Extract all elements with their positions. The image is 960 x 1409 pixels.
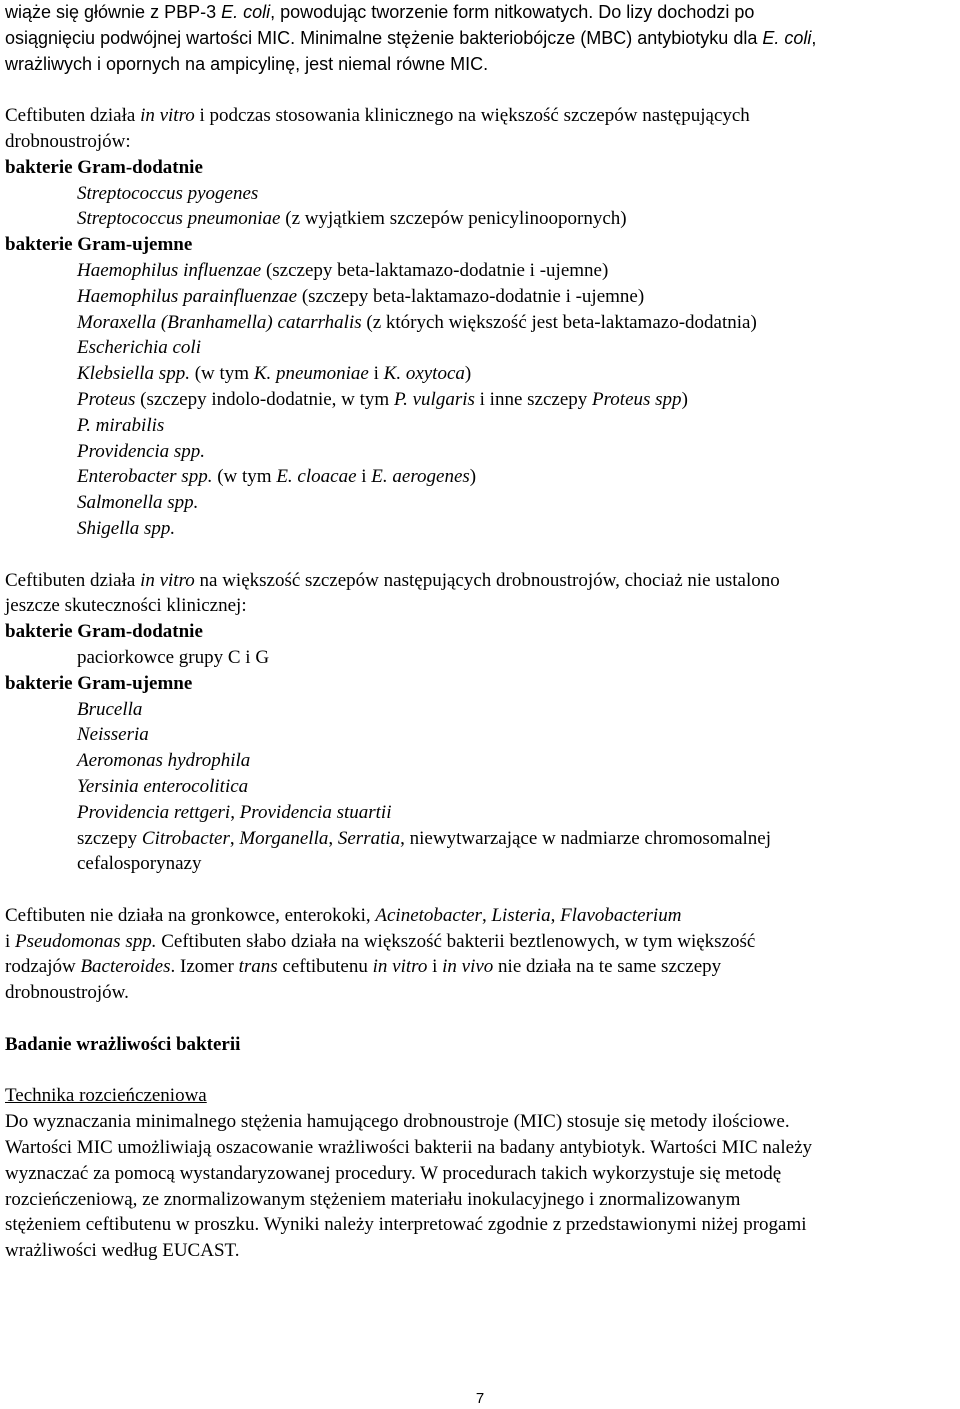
intro-line: wrażliwych i opornych na ampicylinę, jest niemal równe MIC. bbox=[5, 53, 489, 74]
organism-item: Enterobacter spp. (w tym E. cloacae i E. aerogenes) bbox=[77, 466, 477, 488]
organism-item: Providencia spp. bbox=[77, 440, 206, 462]
paragraph-line: rozcieńczeniową, ze znormalizowanym stężeniem materiału inokulacyjnego i znormalizowanym bbox=[5, 1188, 741, 1210]
paragraph-line: i Pseudomonas spp. Ceftibuten słabo działa na większość bakterii beztlenowych, w tym większość bbox=[5, 930, 756, 952]
paragraph-line: drobnoustrojów: bbox=[5, 130, 131, 152]
paragraph-line: drobnoustrojów. bbox=[5, 982, 129, 1004]
document-page bbox=[5, 0, 955, 1264]
organism-item: cefalosporynazy bbox=[77, 853, 202, 875]
organism-item: Shigella spp. bbox=[77, 517, 176, 539]
group-heading: bakterie Gram-ujemne bbox=[5, 672, 193, 694]
group-heading: bakterie Gram-dodatnie bbox=[5, 156, 203, 178]
organism-item: Streptococcus pyogenes bbox=[77, 182, 259, 204]
paragraph-line: stężeniem ceftibutenu w proszku. Wyniki należy interpretować zgodnie z przedstawionymi niżej progami bbox=[5, 1214, 807, 1236]
group-heading: bakterie Gram-ujemne bbox=[5, 234, 193, 256]
paragraph-line: wyznaczać za pomocą wystandaryzowanej procedury. W procedurach takich wykorzystuje się metodę bbox=[5, 1162, 782, 1184]
group-heading: bakterie Gram-dodatnie bbox=[5, 621, 203, 643]
section-subheading: Technika rozcieńczeniowa bbox=[5, 1085, 207, 1107]
organism-item: Streptococcus pneumoniae (z wyjątkiem szczepów penicylinoopornych) bbox=[77, 208, 627, 230]
organism-item: szczepy Citrobacter, Morganella, Serratia, niewytwarzające w nadmiarze chromosomalnej bbox=[77, 827, 772, 849]
paragraph-line: Ceftibuten działa in vitro na większość szczepów następujących drobnoustrojów, chociaż nie ustalono bbox=[5, 569, 780, 591]
organism-item: Providencia rettgeri, Providencia stuartii bbox=[77, 801, 392, 823]
organism-item: Proteus (szczepy indolo-dodatnie, w tym P. vulgaris i inne szczepy Proteus spp) bbox=[77, 388, 688, 410]
intro-line: wiąże się głównie z PBP-3 E. coli, powodując tworzenie form nitkowatych. Do lizy dochodzi po bbox=[5, 2, 755, 22]
section-heading: Badanie wrażliwości bakterii bbox=[5, 1033, 241, 1055]
organism-item: Escherichia coli bbox=[77, 337, 201, 359]
organism-item: P. mirabilis bbox=[77, 414, 165, 436]
page-number: 7 bbox=[475, 1390, 485, 1407]
paragraph-line: Ceftibuten działa in vitro i podczas stosowania klinicznego na większość szczepów następujących bbox=[5, 105, 750, 127]
organism-item: Haemophilus parainfluenzae (szczepy beta-laktamazo-dodatnie i -ujemne) bbox=[77, 285, 645, 307]
organism-item: Aeromonas hydrophila bbox=[77, 750, 251, 772]
organism-item: Brucella bbox=[77, 698, 143, 720]
paragraph-line: Ceftibuten nie działa na gronkowce, enterokoki, Acinetobacter, Listeria, Flavobacterium bbox=[5, 904, 682, 926]
organism-item: paciorkowce grupy C i G bbox=[77, 646, 270, 668]
organism-item: Haemophilus influenzae (szczepy beta-laktamazo-dodatnie i -ujemne) bbox=[77, 259, 609, 281]
organism-item: Klebsiella spp. (w tym K. pneumoniae i K. oxytoca) bbox=[77, 363, 472, 385]
paragraph-line: rodzajów Bacteroides. Izomer trans ceftibutenu in vitro i in vivo nie działa na te same szczepy bbox=[5, 956, 722, 978]
paragraph-line: jeszcze skuteczności klinicznej: bbox=[5, 595, 247, 617]
organism-item: Moraxella (Branhamella) catarrhalis (z których większość jest beta-laktamazo-dodatnia) bbox=[77, 311, 757, 333]
organism-item: Yersinia enterocolitica bbox=[77, 775, 249, 797]
paragraph-line: wrażliwości według EUCAST. bbox=[5, 1240, 240, 1262]
intro-line: osiągnięciu podwójnej wartości MIC. Minimalne stężenie bakteriobójcze (MBC) antybiotyku dla E. coli, bbox=[5, 27, 817, 48]
paragraph-line: Do wyznaczania minimalnego stężenia hamującego drobnoustroje (MIC) stosuje się metody ilościowe. bbox=[5, 1111, 790, 1133]
organism-item: Neisseria bbox=[77, 724, 149, 746]
paragraph-line: Wartości MIC umożliwiają oszacowanie wrażliwości bakterii na badany antybiotyk. Wartości MIC należy bbox=[5, 1137, 813, 1159]
organism-item: Salmonella spp. bbox=[77, 492, 199, 514]
